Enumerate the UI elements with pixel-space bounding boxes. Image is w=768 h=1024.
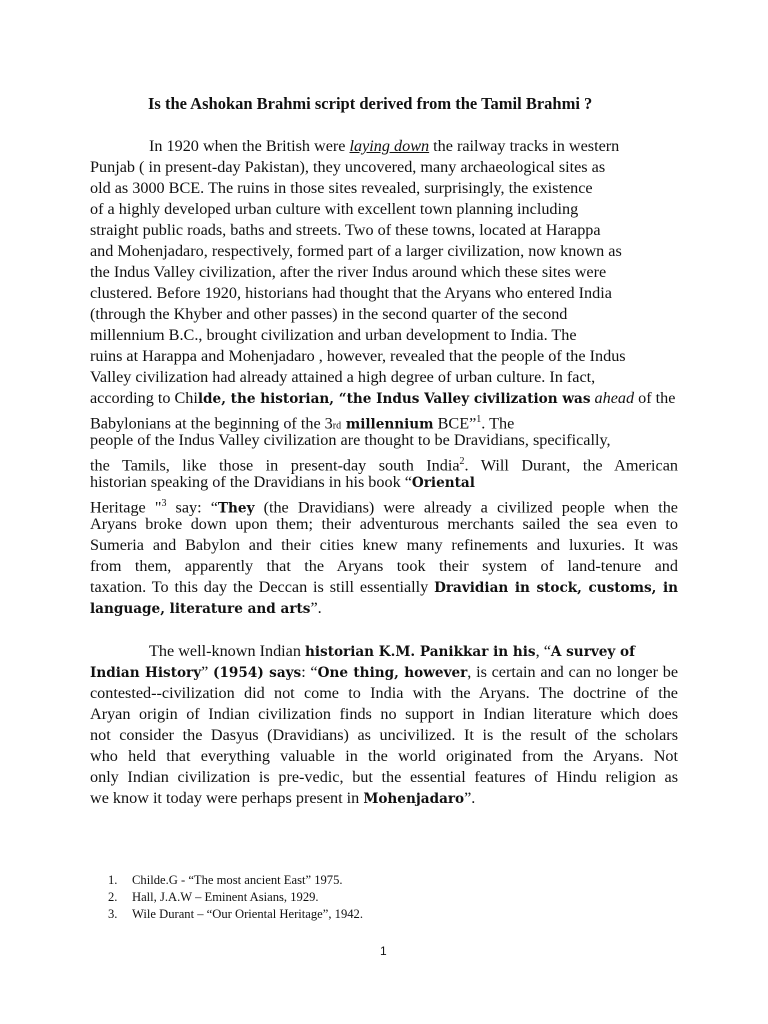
text-line: Indian History” (1954) says: “One thing, however, is certain and can no longer be [90,663,679,681]
text-line: The well-known Indian historian K.M. Panikkar in his, “A survey of [149,642,635,660]
footnote-item: 1. Childe.G - “The most ancient East” 1975. [108,873,343,887]
text-line: and Mohenjadaro, respectively, formed part of a larger civilization, now known as [90,242,622,260]
text-line: only Indian civilization is pre-vedic, but the essential features of Hindu religion as [90,768,678,786]
text-line: taxation. To this day the Deccan is still essentially Dravidian in stock, customs, in [90,578,678,596]
text-line: millennium B.C., brought civilization and urban development to India. The [90,326,577,344]
text-line: (through the Khyber and other passes) in the second quarter of the second [90,305,568,323]
text-line: straight public roads, baths and streets. Two of these towns, located at Harappa [90,221,601,239]
text-line: according to Childe, the historian, “the Indus Valley civilization was ahead of the [90,389,676,407]
text-line: contested--civilization did not come to India with the Aryans. The doctrine of the [90,684,678,702]
text-line: Valley civilization had already attained a high degree of urban culture. In fact, [90,368,596,386]
page-title: Is the Ashokan Brahmi script derived from the Tamil Brahmi ? [148,94,593,113]
text-line: people of the Indus Valley civilization are thought to be Dravidians, specifically, [90,431,611,449]
text-line: Aryan origin of Indian civilization finds no support in Indian literature which does [90,705,678,723]
text-line: who held that everything valuable in the world originated from the Aryans. Not [90,747,678,765]
text-line: clustered. Before 1920, historians had thought that the Aryans who entered India [90,284,612,302]
text-line: the Tamils, like those in present-day south India$^2$. Will Durant, the American [90,456,678,475]
text-line: language, literature and arts”. [90,599,322,617]
text-line: old as 3000 BCE. The ruins in those sites revealed, surprisingly, the existence [90,179,593,197]
text-line: Aryans broke down upon them; their adventurous merchants sailed the sea even to [90,515,678,533]
text-line: of a highly developed urban culture with excellent town planning including [90,200,579,218]
text-line: Babylonians at the beginning of the 3rd millennium BCE”$^1$. The [90,414,515,433]
footnote-item: 2. Hall, J.A.W – Eminent Asians, 1929. [108,890,319,904]
text-line: Heritage "$^3$ say: “They (the Dravidians) were already a civilized people when the [90,498,678,517]
text-line: Sumeria and Babylon and their cities knew many refinements and luxuries. It was [90,536,678,554]
page-number: 1 [380,944,387,958]
text-line: the Indus Valley civilization, after the river Indus around which these sites were [90,263,607,281]
underlined-phrase: laying down [349,137,430,155]
text-line: In 1920 when the British were laying down the railway tracks in western [149,137,620,155]
text-line: historian speaking of the Dravidians in his book “Oriental [90,473,475,491]
text-line: ruins at Harappa and Mohenjadaro , however, revealed that the people of the Indus [90,347,626,365]
text-line: not consider the Dasyus (Dravidians) as uncivilized. It is the result of the scholars [90,726,678,744]
text-line: from them, apparently that the Aryans took their system of land-tenure and [90,557,678,575]
text-line: we know it today were perhaps present in Mohenjadaro”. [90,789,476,807]
text-line: Punjab ( in present-day Pakistan), they uncovered, many archaeological sites as [90,158,606,176]
footnote-item: 3. Wile Durant – “Our Oriental Heritage”, 1942. [108,907,363,921]
